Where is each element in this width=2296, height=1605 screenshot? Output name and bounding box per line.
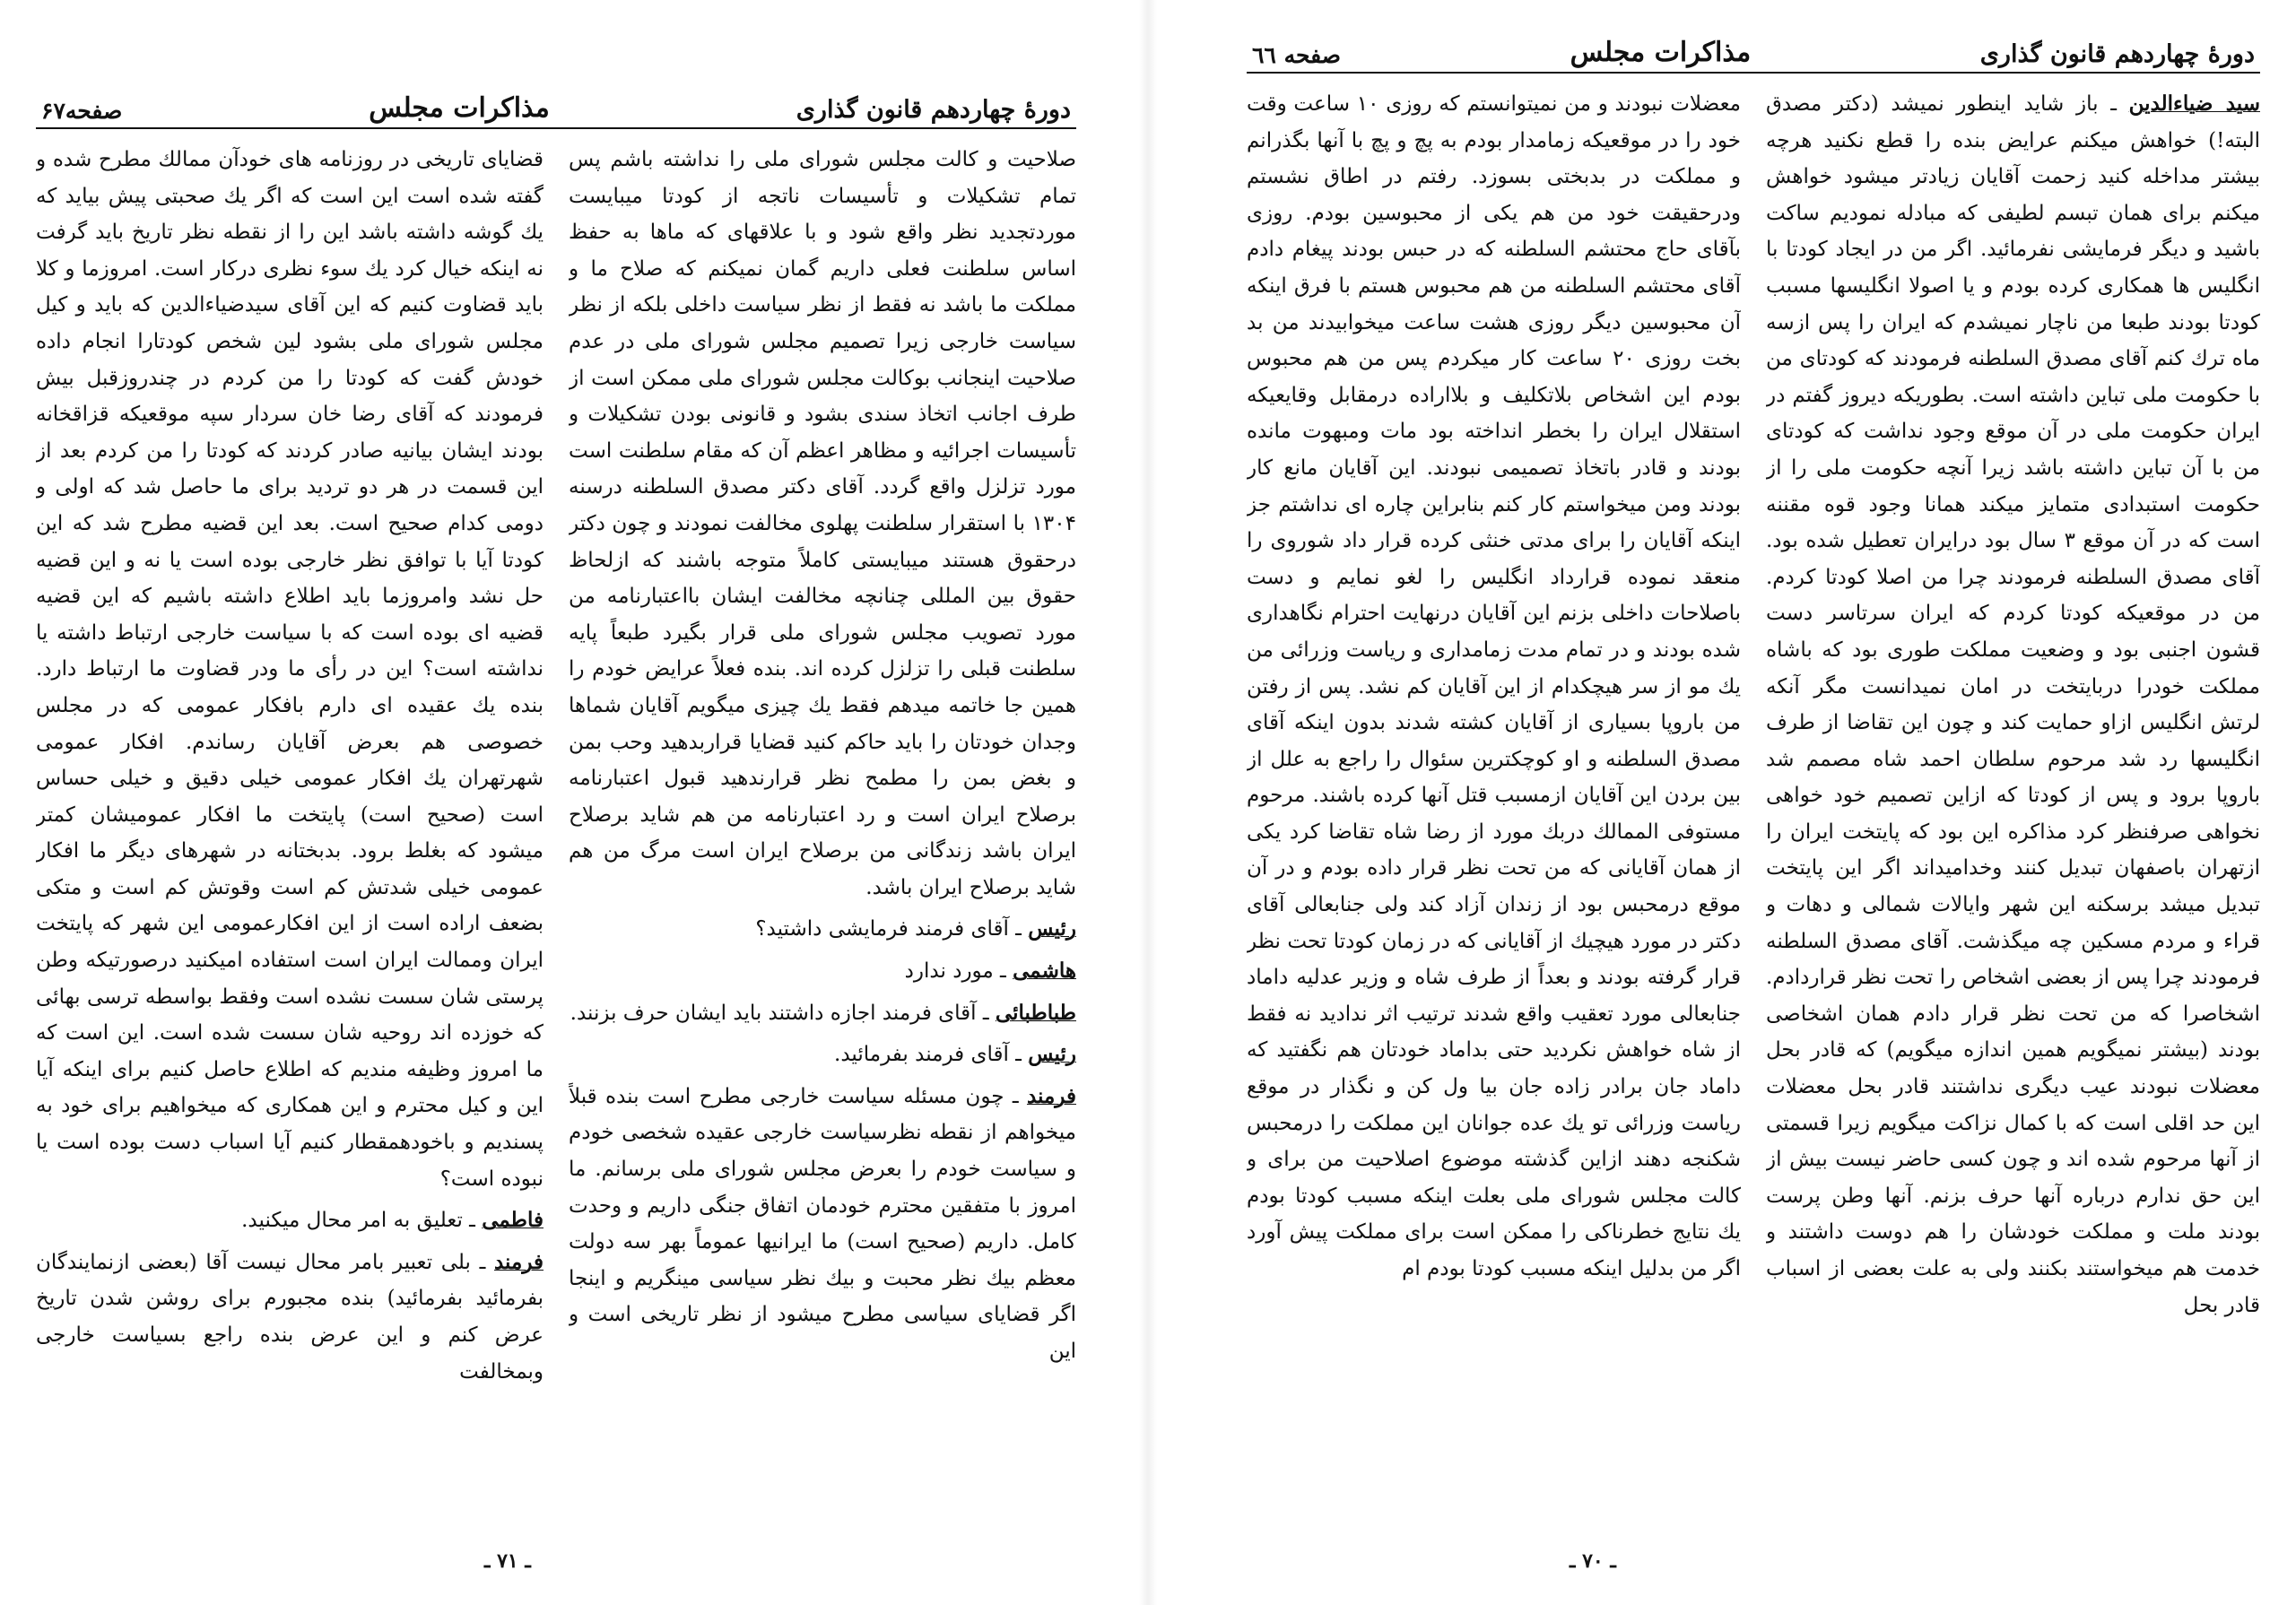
left-page-header — [36, 82, 1076, 129]
right-page-columns — [1247, 86, 2260, 1521]
left-header-title: مذاکرات مجلس — [369, 92, 550, 124]
left-page-number: ـ ۷۱ ـ — [484, 1549, 531, 1573]
speaker-name: سید ضیاءالدین — [2128, 91, 2260, 116]
paragraph — [569, 995, 1076, 1032]
right-header-series: دورهٔ چهاردهم قانون گذاری — [1979, 40, 2255, 68]
speaker-name: فرمند — [493, 1249, 544, 1274]
right-header-title: مذاکرات مجلس — [1570, 37, 1752, 68]
right-page-column-right — [1766, 86, 2260, 1521]
paragraph-text: قضایای تاریخی در روزنامه های خودآن ممالك مطرح شده و گفته شده است این است که اگر یك صحبتی پیش بیاید که یك گوشه داشته باشد این را از نقطه نظر تاریخ باید گرفت نه اینکه خیال کرد یك سوء نظری درکار است. امروزما و کلا باید قضاوت کنیم که این آقای سیدضیاءالدین که باید و کیل مجلس شورای ملی بشود لین شخص کودتارا انجام داده خودش گفت که کودتا را من کردم در چندروزقبل بیش فرمودند که آقای رضا خان سردار سپه موقعیکه قزاقخانه بودند ایشان بیانیه صادر کردند که کودتا را من کردم بعد از این قسمت در هر دو تردید برای ما حاصل شد که اولی و دومی کدام صحیح است. بعد این قضیه مطرح شد که این کودتا آیا با توافق نظر خارجی بوده است یا نه و این قضیه حل نشد وامروزما باید اطلاع داشته باشیم که این قضیه قضیه ای بوده است که با سیاست خارجی ارتباط داشته یا نداشته است؟ این در رأی ما ودر قضاوت ما ارتباط دارد. بنده یك عقیده ای دارم بافکار عمومی که در مجلس خصوصی هم بعرض آقایان رساندم. افکار عمومی شهرتهران یك افکار عمومی خیلی دقیق و خیلی حساس است (صحیح است) پایتخت ما افکار عمومیشان کمتر میشود که بغلط برود. بدبختانه در شهرهای دیگر ما افکار عمومی خیلی شدتش کم است وقوتش کم است و متکی بضعف اراده است از این افکارعمومی این شهر که پایتخت ایران وممالت ایران است استفاده امیکنید درصورتیکه وطن پرستی شان سست نشده است وفقط بواسطه ترسی بهائی که خوزده اند روحیه شان سست شده است. این است که ما امروز وظیفه مندیم که اطلاع حاصل کنیم برای اینکه آیا این و کیل محترم و این همکاری که میخواهیم برای خود به پسندیم و باخودهمقطار کنیم آیا اسباب دست بوده است یا نبوده است؟ — [36, 148, 544, 1191]
paragraph — [36, 142, 544, 1197]
paragraph-text: ـ مورد ندارد — [904, 959, 1006, 984]
paragraph-text: ـ باز شاید اینطور نمیشد (دکتر مصدق البته!) خواهش میکنم عرایض بنده را قطع نکنید هرچه بیشتر مداخله کنید زحمت آقایان زیادتر میشود خواهش میکنم برای همان تبسم لطیفی که مبادله نمودیم ساکت باشید و دیگر فرمایشی نفرمائید. اگر من در ایجاد کودتا با انگلیس ها همکاری کرده بودم و یا اصولا انگلیسها مسبب کودتا بودند طبعا من ناچار نمیشدم که ایران را پس ازسه ماه ترك کنم آقای مصدق السلطنه فرمودند که کودتای من با حکومت ملی تباین داشته است. بطوریکه دیروز گفتم در ایران حکومت ملی در آن موقع وجود نداشت که کودتای من با آن تباین داشته باشد زیرا آنچه حکومت ملی را از حکومت استبدادی متمایز میکند همانا وجود قوه مقننه است که در آن موقع ۳ سال بود درایران تعطیل شده بود. آقای مصدق السلطنه فرمودند چرا من اصلا کودتا کردم. من در موقعیکه کودتا کردم که ایران سرتاسر دست قشون اجنبی بود و وضعیت مملکت طوری بود که باشاه مملکت خودرا دربایتخت در امان نمیدانست مگر آنکه لرتش انگلیس ازاو حمایت کند و چون این تقاضا از طرف انگلیسها رد شد مرحوم سلطان احمد شاه مصمم شد باروپا برود و پس از کودتا که ازاین تصمیم خود خواهی نخواهی صرفنظر کرد مذاکره این بود که پایتخت ایران را ازتهران باصفهان تبدیل کنند وخدامیداند اگر این پایتخت تبدیل میشد برسکنه این شهر وایالات شمالی و دهات و قراء و مردم مسکین چه میگذشت. آقای مصدق السلطنه فرمودند چرا پس از بعضی اشخاص را تحت نظر قراردادم. اشخاصرا که من تحت نظر قرار دادم همان اشخاصی بودند (بیشتر نمیگویم همین اندازه میگویم) که قادر بحل معضلات نبودند عیب دیگری نداشتند قادر بحل معضلات این حد اقلی است که با کمال نزاکت میگویم زیرا قسمتی از آنها مرحوم شده اند و چون کسی حاضر نیست بیش از این حق ندارم درباره آنها حرف بزنم. آنها وطن پرست بودند ملت و مملکت خودشان را هم دوست داشتند و خدمت هم میخواستند بکنند ولی به علت بعضی از اسباب قادر بحل — [1766, 92, 2260, 1317]
paragraph-text: معضلات نبودند و من نمیتوانستم که روزی ۱۰ ساعت وقت خود را در موقعیکه زمامدار بودم به پچ و پچ با آنها بگذرانم و مملکت در بدبختی بسوزد. رفتم در اطاق نشستم ودرحقیقت خود من هم یکی از محبوسین بودم. روزی بآقای حاج محتشم السلطنه که در حبس بودند پیغام دادم آقای محتشم السلطنه من هم محبوس هستم با فرق اینکه آن محبوسین دیگر روزی هشت ساعت میخوابیدند من بد بخت روزی ۲۰ ساعت کار میکردم پس من هم محبوس بودم این اشخاص بلاتکلیف و بلااراده درمقابل وقایعیکه استقلال ایران را بخطر انداخته بود مات ومبهوت مانده بودند و قادر باتخاذ تصمیمی نبودند. این آقایان مانع کار بودند ومن میخواستم کار کنم بنابراین چاره ای نداشتم جز اینکه آقایان را برای مدتی خنثی کرده قرار داد شوروی را منعقد نموده قرارداد انگلیس را لغو نمایم و دست باصلاحات داخلی بزنم این آقایان درنهایت احترام نگاهداری شده بودند و در تمام مدت زمامداری و ریاست وزرائی من یك مو از سر هیچکدام از این آقایان کم نشد. پس از رفتن من باروپا بسیاری از آقایان کشته شدند بدون اینکه آقای مصدق السلطنه و او کوچکترین سئوال را راجع به علل از بین بردن این آقایان ازمسبب قتل آنها کرده باشند. مرحوم مستوفی الممالك دربك مورد از رضا شاه تقاضا کرد یکی از همان آقایانی که من تحت نظر قرار داده بودم و در آن موقع درمحبس بود از زندان آزاد کند ولی جنابعالی آقای دکتر در مورد هیچیك از آقایانی که در زمان کودتا تحت نظر قرار گرفته بودند و بعداً از طرف شاه و وزیر عدلیه داماد جنابعالی مورد تعقیب واقع شدند ترتیب اثر ندادید نه فقط از شاه خواهش نکردید حتی بداماد خودتان هم نگفتید که داماد جان برادر زاده جان بیا ول کن و نگذار در موقع ریاست وزرائی تو یك عده جوانان این مملکت را درمحبس شکنجه دهند ازاین گذشته موضوع اصلاحیت من برای و کالت مجلس شورای ملی بعلت اینکه مسبب کودتا بودم یك نتایج خطرناکی را ممکن است برای مملکت پیش آورد اگر من بدلیل اینکه مسبب کودتا بودم ام — [1247, 92, 1741, 1280]
paragraph — [569, 953, 1076, 990]
paragraph — [1766, 86, 2260, 1323]
left-header-series: دورهٔ چهاردهم قانون گذاری — [796, 96, 1071, 124]
speaker-name: رئیس — [1028, 1042, 1076, 1067]
left-page-columns — [36, 142, 1076, 1576]
paragraph-text: ـ چون مسئله سیاست خارجی مطرح است بنده قبلاً میخواهم از نقطه نظرسیاست خارجی عقیده شخصی خودم و سیاست خودم را بعرض مجلس شورای ملی برسانم. ما امروز با متفقین محترم خودمان اتفاق جنگی داریم و وحدت کامل. داریم (صحیح است) ما ایرانیها عموماً بهر سه دولت معظم بیك نظر محبت و بیك نظر سیاسی مینگریم و اینجا اگر قضایای سیاسی مطرح میشود از نظر تاریخی است و این — [569, 1084, 1076, 1363]
paragraph — [36, 1202, 544, 1239]
speaker-name: طباطبائی — [995, 1000, 1076, 1025]
left-page-column-left — [36, 142, 544, 1576]
right-page-header — [1247, 27, 2260, 74]
left-header-page-label: صفحه۶۷ — [41, 98, 123, 124]
paragraph-text: صلاحیت و کالت مجلس شورای ملی را نداشته باشم پس تمام تشکیلات و تأسیسات ناتجه از کودتا میبایست موردتجدید نظر واقع شود و با علاقهای که ماها به حفظ اساس سلطنت فعلی داریم گمان نمیکنم که صلاح ما و مملکت ما باشد نه فقط از نظر سیاست داخلی بلکه از نظر سیاست خارجی زیرا تصمیم مجلس شورای ملی در عدم صلاحیت اینجانب بوکالت مجلس شورای ملی ممکن است از طرف اجانب اتخاذ سندی بشود و قانونی بودن تشکیلات و تأسیسات اجرائیه و مظاهر اعظم آن که مقام سلطنت است مورد تزلزل واقع گردد. آقای دکتر مصدق السلطنه درسنه ۱۳۰۴ با استقرار سلطنت پهلوی مخالفت نمودند و چون دکتر درحقوق هستند میبایستی کاملاً متوجه باشند که ازلحاظ حقوق بین المللی چنانچه مخالفت ایشان بااعتبارنامه من مورد تصویب مجلس شورای ملی قرار بگیرد طبعاً پایه سلطنت قبلی را تزلزل کرده اند. بنده فعلاً عرایض خودم را همین جا خاتمه میدهم فقط یك چیزی میگویم آقایان شماها وجدان خودتان را باید حاکم کنید قضایا قراربدهید وحب بمن و بغض بمن را مطمح نظر قرارندهید قبول اعتبارنامه برصلاح ایران است و رد اعتبارنامه من هم شاید برصلاح ایران باشد زندگانی من برصلاح ایران است مرگ من هم شاید برصلاح ایران باشد. — [569, 148, 1076, 899]
paragraph — [36, 1245, 544, 1390]
paragraph — [569, 1079, 1076, 1370]
paragraph-text: ـ آقای فرمند بفرمائید. — [834, 1043, 1022, 1067]
paragraph — [1247, 86, 1741, 1288]
speaker-name: فرمند — [1026, 1083, 1076, 1108]
right-page-number: ـ ۷۰ ـ — [1570, 1549, 1616, 1573]
paragraph-text: ـ آقای فرمند فرمایشی داشتید؟ — [755, 917, 1022, 941]
paragraph-text: ـ بلی تعبیر بامر محال نیست آقا (بعضی ازنمایندگان بفرمائید بفرمائید) بنده مجبورم برای روشن شدن تاریخ عرض کنم و این عرض بنده راجع بسیاست خارجی وبمخالفت — [36, 1250, 544, 1384]
paragraph — [569, 911, 1076, 948]
right-header-page-label: صفحه ٦٦ — [1252, 42, 1341, 68]
speaker-name: فاطمی — [482, 1208, 544, 1233]
paragraph-text: ـ تعلیق به امر محال میکنید. — [241, 1209, 475, 1233]
right-page — [1148, 0, 2296, 1605]
speaker-name: هاشمی — [1013, 959, 1076, 984]
left-page-column-right — [569, 142, 1076, 1576]
paragraph-text: ـ آقای فرمند اجازه داشتند باید ایشان حرف بزنند. — [570, 1001, 989, 1025]
paragraph — [569, 142, 1076, 906]
paragraph — [569, 1037, 1076, 1073]
right-page-column-left — [1247, 86, 1741, 1521]
speaker-name: رئیس — [1028, 916, 1076, 941]
